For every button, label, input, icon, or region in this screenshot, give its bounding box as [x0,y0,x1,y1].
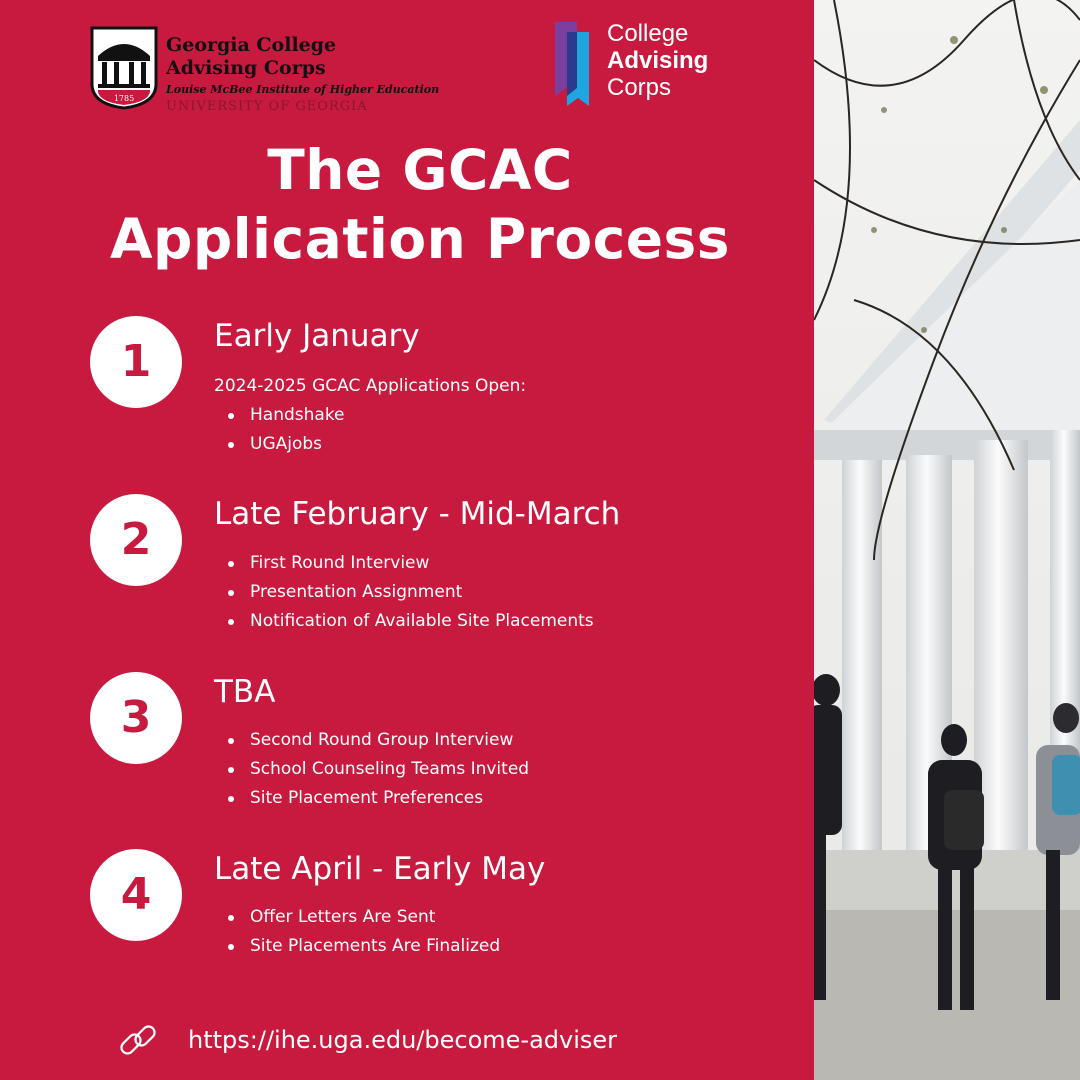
cac-logo-text [607,20,708,101]
cac-logo [553,18,733,110]
step-number-badge: 1 [90,316,182,408]
bullet-item: Second Round Group Interview [214,726,774,755]
step-body [214,549,774,636]
step-bullet-list [214,549,774,636]
step-number-badge: 2 [90,494,182,586]
gcac-logo-line4: UNIVERSITY OF GEORGIA [166,99,368,114]
page-title-line2: Application Process [109,207,731,271]
cac-logo-line3: Corps [607,74,672,101]
bullet-item: Notification of Available Site Placements [214,607,774,636]
gcac-logo [90,26,440,126]
step-heading: Late April - Early May [214,851,546,887]
gcac-logo-line3: Louise McBee Institute of Higher Education [166,83,440,96]
step-number-badge: 3 [90,672,182,764]
step-heading: Late February - Mid-March [214,496,621,532]
gcac-logo-line1: Georgia College [166,34,337,56]
bullet-item: Handshake [214,401,774,430]
arch-shield-icon [90,26,158,110]
bullet-item: School Counseling Teams Invited [214,755,774,784]
link-icon [116,1018,160,1062]
bullet-item: Site Placements Are Finalized [214,932,774,961]
campus-photo-illustration [814,0,1080,1080]
gcac-logo-text [166,34,439,114]
page-title [0,136,814,274]
step-body [214,903,774,961]
step-heading: TBA [214,674,276,710]
bullet-item: Site Placement Preferences [214,784,774,813]
bullet-item: First Round Interview [214,549,774,578]
step-body [214,726,774,813]
cac-ribbon-icon [553,18,597,110]
bullet-item: Presentation Assignment [214,578,774,607]
gcac-logo-line2: Advising Corps [166,57,326,79]
step-intro: 2024-2025 GCAC Applications Open: [214,376,527,396]
step-bullet-list [214,726,774,813]
campus-photo [814,0,1080,1080]
shield-year: 1785 [113,94,135,103]
step-heading: Early January [214,318,420,354]
footer-url[interactable]: https://ihe.uga.edu/become-adviser [188,1026,618,1054]
cac-logo-line1: College [607,20,689,47]
bullet-item: Offer Letters Are Sent [214,903,774,932]
page-title-line1: The GCAC [267,138,573,202]
step-number-badge: 4 [90,849,182,941]
step-bullet-list [214,903,774,961]
footer-link[interactable] [116,1018,716,1062]
bullet-item: UGAjobs [214,430,774,459]
step-body [214,372,774,459]
cac-logo-line2: Advising [607,47,709,74]
step-bullet-list [214,401,774,459]
